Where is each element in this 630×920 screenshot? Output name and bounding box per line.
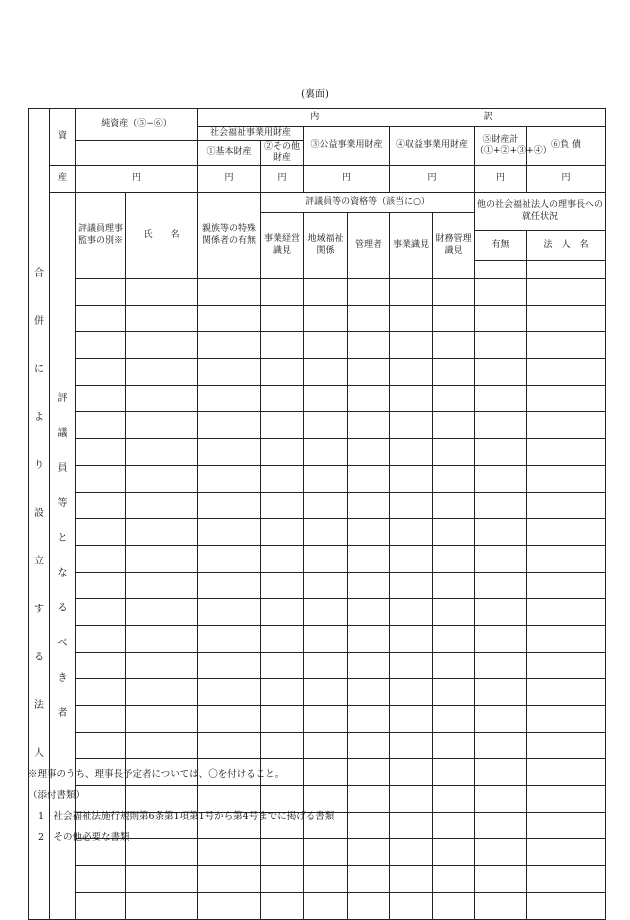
relative-cell[interactable] <box>198 572 261 599</box>
q-community-welfare-cell[interactable] <box>304 492 348 519</box>
q-financial-mgmt-cell[interactable] <box>433 385 475 412</box>
role-cell[interactable] <box>76 545 126 572</box>
relative-cell[interactable] <box>198 706 261 733</box>
name-cell[interactable] <box>126 599 198 626</box>
q-business-knowledge-cell[interactable] <box>390 519 433 546</box>
role-cell[interactable] <box>76 439 126 466</box>
other-corp-name-cell[interactable] <box>527 359 606 386</box>
relative-cell[interactable] <box>198 732 261 759</box>
other-corp-has-cell[interactable] <box>475 706 527 733</box>
member-row <box>29 706 606 733</box>
corp-label-char: に <box>34 363 44 375</box>
qual-business-knowledge: 事業識見 <box>390 213 433 279</box>
name-cell[interactable] <box>126 465 198 492</box>
relative-cell[interactable] <box>198 439 261 466</box>
q-community-welfare-cell[interactable] <box>304 279 348 306</box>
role-cell[interactable] <box>76 279 126 306</box>
q-administrator-cell[interactable] <box>348 519 390 546</box>
other-corp-has-cell[interactable] <box>475 359 527 386</box>
q-administrator-cell[interactable] <box>348 652 390 679</box>
q-business-knowledge-cell[interactable] <box>390 732 433 759</box>
other-assets-header: ②その他財産 <box>261 141 304 166</box>
social-welfare-assets-header: 社会福祉事業用財産 <box>198 127 304 141</box>
relative-cell[interactable] <box>198 679 261 706</box>
name-cell[interactable] <box>126 412 198 439</box>
other-corp-name-cell[interactable] <box>527 545 606 572</box>
q-financial-mgmt-cell[interactable] <box>433 892 475 919</box>
role-cell[interactable] <box>76 732 126 759</box>
q-financial-mgmt-cell[interactable] <box>433 732 475 759</box>
q-financial-mgmt-cell[interactable] <box>433 492 475 519</box>
councilor-label-char: き <box>57 672 68 684</box>
q-community-welfare-cell[interactable] <box>304 359 348 386</box>
other-assets-yen[interactable]: 円 <box>261 166 304 193</box>
other-corp-has-cell[interactable] <box>475 439 527 466</box>
q-financial-mgmt-cell[interactable] <box>433 519 475 546</box>
q-business-knowledge-cell[interactable] <box>390 759 433 786</box>
qual-administrator: 管理者 <box>348 213 390 279</box>
q-business-mgmt-cell[interactable] <box>261 439 304 466</box>
q-financial-mgmt-cell[interactable] <box>433 545 475 572</box>
q-business-mgmt-cell[interactable] <box>261 892 304 919</box>
other-corp-name-cell[interactable] <box>527 572 606 599</box>
other-corp-has-cell[interactable] <box>475 839 527 866</box>
q-community-welfare-cell[interactable] <box>304 866 348 893</box>
relative-cell[interactable] <box>198 599 261 626</box>
q-community-welfare-cell[interactable] <box>304 545 348 572</box>
corp-label-char: 立 <box>34 555 44 567</box>
q-business-mgmt-cell[interactable] <box>261 465 304 492</box>
other-corp-name-cell[interactable] <box>527 492 606 519</box>
name-cell[interactable] <box>126 359 198 386</box>
q-business-mgmt-cell[interactable] <box>261 679 304 706</box>
q-business-mgmt-cell[interactable] <box>261 519 304 546</box>
total-assets-header: ⑤財産計（①+②+③+④） <box>475 127 527 166</box>
q-business-mgmt-cell[interactable] <box>261 572 304 599</box>
name-cell[interactable] <box>126 492 198 519</box>
qual-financial-mgmt: 財務管理識見 <box>433 213 475 279</box>
public-interest-assets-yen[interactable]: 円 <box>304 166 390 193</box>
note-chairman: ※理事のうち、理事長予定者については、〇を付けること。 <box>28 769 285 780</box>
profit-assets-header: ④収益事業用財産 <box>390 127 475 166</box>
member-row <box>29 492 606 519</box>
q-financial-mgmt-cell[interactable] <box>433 625 475 652</box>
member-row <box>29 519 606 546</box>
other-corp-has-cell[interactable] <box>475 279 527 306</box>
q-administrator-cell[interactable] <box>348 892 390 919</box>
other-corp-name-cell[interactable] <box>527 332 606 359</box>
name-cell[interactable] <box>126 572 198 599</box>
name-cell[interactable] <box>126 439 198 466</box>
name-cell[interactable] <box>126 332 198 359</box>
q-business-knowledge-cell[interactable] <box>390 332 433 359</box>
other-corp-name-cell[interactable] <box>527 279 606 306</box>
corp-label-char: す <box>34 603 44 615</box>
q-financial-mgmt-cell[interactable] <box>433 412 475 439</box>
q-business-knowledge-cell[interactable] <box>390 839 433 866</box>
other-corp-name-header: 法 人 名 <box>527 231 606 261</box>
member-row <box>29 732 606 759</box>
councilor-label-char: な <box>57 567 68 579</box>
attachment-item-1: 1 社会福祉法施行規則第6条第1項第1号から第4号までに掲げる書類 <box>38 811 335 822</box>
q-community-welfare-cell[interactable] <box>304 305 348 332</box>
q-administrator-cell[interactable] <box>348 412 390 439</box>
relative-cell[interactable] <box>198 465 261 492</box>
q-business-knowledge-cell[interactable] <box>390 279 433 306</box>
name-cell[interactable] <box>126 305 198 332</box>
liabilities-yen[interactable]: 円 <box>527 166 606 193</box>
q-business-mgmt-cell[interactable] <box>261 332 304 359</box>
q-community-welfare-cell[interactable] <box>304 519 348 546</box>
corp-label-char: 併 <box>34 315 44 327</box>
q-business-knowledge-cell[interactable] <box>390 706 433 733</box>
breakdown-header: 内 訳 <box>198 109 606 127</box>
relative-cell[interactable] <box>198 652 261 679</box>
q-community-welfare-cell[interactable] <box>304 732 348 759</box>
q-community-welfare-cell[interactable] <box>304 706 348 733</box>
q-business-mgmt-cell[interactable] <box>261 652 304 679</box>
q-business-knowledge-cell[interactable] <box>390 545 433 572</box>
net-assets-header: 純資産（⑤−⑥） <box>76 109 198 141</box>
member-row <box>29 305 606 332</box>
q-financial-mgmt-cell[interactable] <box>433 839 475 866</box>
other-corp-has-cell[interactable] <box>475 519 527 546</box>
name-cell[interactable] <box>126 732 198 759</box>
q-administrator-cell[interactable] <box>348 359 390 386</box>
q-business-mgmt-cell[interactable] <box>261 492 304 519</box>
other-corp-has-cell[interactable] <box>475 599 527 626</box>
name-cell[interactable] <box>126 866 198 893</box>
q-administrator-cell[interactable] <box>348 679 390 706</box>
member-row <box>29 412 606 439</box>
q-community-welfare-cell[interactable] <box>304 679 348 706</box>
member-row <box>29 279 606 306</box>
liabilities-header: ⑥負 債 <box>527 127 606 166</box>
role-cell[interactable] <box>76 572 126 599</box>
basic-assets-header: ①基本財産 <box>198 141 261 166</box>
q-business-mgmt-cell[interactable] <box>261 625 304 652</box>
q-business-knowledge-cell[interactable] <box>390 412 433 439</box>
other-corp-has-cell[interactable] <box>475 679 527 706</box>
other-corp-has-cell[interactable] <box>475 465 527 492</box>
other-corp-has-cell[interactable] <box>475 332 527 359</box>
q-business-mgmt-cell[interactable] <box>261 359 304 386</box>
name-header: 氏 名 <box>126 193 198 279</box>
attachment-item-2: 2 その他必要な書類 <box>38 832 130 843</box>
other-corp-name-cell[interactable] <box>527 439 606 466</box>
q-administrator-cell[interactable] <box>348 866 390 893</box>
member-row <box>29 572 606 599</box>
other-corp-name-cell[interactable] <box>527 412 606 439</box>
role-header: 評議員理事監事の別※ <box>76 193 126 279</box>
other-corp-name-cell[interactable] <box>527 385 606 412</box>
q-financial-mgmt-cell[interactable] <box>433 572 475 599</box>
other-corp-name-cell[interactable] <box>527 625 606 652</box>
corp-label-char: 設 <box>34 507 44 519</box>
other-corp-name-cell[interactable] <box>527 652 606 679</box>
qual-business-mgmt: 事業経営識見 <box>261 213 304 279</box>
other-corp-has-cell[interactable] <box>475 812 527 839</box>
role-cell[interactable] <box>76 412 126 439</box>
other-corp-has-cell[interactable] <box>475 786 527 813</box>
role-cell[interactable] <box>76 652 126 679</box>
q-business-mgmt-cell[interactable] <box>261 706 304 733</box>
q-business-knowledge-cell[interactable] <box>390 385 433 412</box>
q-financial-mgmt-cell[interactable] <box>433 706 475 733</box>
other-corp-has-cell[interactable] <box>475 652 527 679</box>
q-community-welfare-cell[interactable] <box>304 439 348 466</box>
q-business-mgmt-cell[interactable] <box>261 412 304 439</box>
other-corp-has-cell[interactable] <box>475 732 527 759</box>
qualification-header: 評議員等の資格等（該当に○） <box>261 193 475 213</box>
q-business-mgmt-cell[interactable] <box>261 732 304 759</box>
member-row <box>29 652 606 679</box>
q-administrator-cell[interactable] <box>348 385 390 412</box>
q-financial-mgmt-cell[interactable] <box>433 679 475 706</box>
public-interest-assets-header: ③公益事業用財産 <box>304 127 390 166</box>
q-business-knowledge-cell[interactable] <box>390 305 433 332</box>
other-corp-has-cell[interactable] <box>475 492 527 519</box>
other-corp-name-cell[interactable] <box>527 786 606 813</box>
total-assets-yen[interactable]: 円 <box>475 166 527 193</box>
role-cell[interactable] <box>76 465 126 492</box>
q-administrator-cell[interactable] <box>348 812 390 839</box>
q-community-welfare-cell[interactable] <box>304 599 348 626</box>
other-corp-name-cell[interactable] <box>527 759 606 786</box>
q-financial-mgmt-cell[interactable] <box>433 866 475 893</box>
q-community-welfare-cell[interactable] <box>304 572 348 599</box>
other-corp-name-cell[interactable] <box>527 679 606 706</box>
q-community-welfare-cell[interactable] <box>304 465 348 492</box>
net-assets-sub <box>76 141 198 166</box>
role-cell[interactable] <box>76 625 126 652</box>
member-row <box>29 359 606 386</box>
q-business-knowledge-cell[interactable] <box>390 465 433 492</box>
q-business-knowledge-cell[interactable] <box>390 439 433 466</box>
role-cell[interactable] <box>76 305 126 332</box>
role-cell[interactable] <box>76 866 126 893</box>
name-cell[interactable] <box>126 652 198 679</box>
q-administrator-cell[interactable] <box>348 572 390 599</box>
q-community-welfare-cell[interactable] <box>304 385 348 412</box>
other-corp-has-cell[interactable] <box>475 305 527 332</box>
other-corp-name-cell[interactable] <box>527 305 606 332</box>
q-community-welfare-cell[interactable] <box>304 892 348 919</box>
other-corp-name-cell[interactable] <box>527 812 606 839</box>
member-row <box>29 385 606 412</box>
q-financial-mgmt-cell[interactable] <box>433 332 475 359</box>
q-financial-mgmt-cell[interactable] <box>433 652 475 679</box>
name-cell[interactable] <box>126 519 198 546</box>
councilor-label-char: 評 <box>57 392 68 404</box>
page-label: (裏面) <box>301 89 329 100</box>
relative-cell[interactable] <box>198 866 261 893</box>
relative-cell[interactable] <box>198 412 261 439</box>
role-cell[interactable] <box>76 706 126 733</box>
other-corp-has-cell[interactable] <box>475 412 527 439</box>
other-corp-has-cell[interactable] <box>475 625 527 652</box>
q-administrator-cell[interactable] <box>348 439 390 466</box>
member-row <box>29 599 606 626</box>
relative-cell[interactable] <box>198 892 261 919</box>
q-administrator-cell[interactable] <box>348 465 390 492</box>
name-cell[interactable] <box>126 679 198 706</box>
corp-label-char: り <box>34 459 44 471</box>
basic-assets-yen[interactable]: 円 <box>198 166 261 193</box>
q-business-knowledge-cell[interactable] <box>390 866 433 893</box>
councilor-label-char: 員 <box>57 462 68 474</box>
other-corp-name-cell[interactable] <box>527 706 606 733</box>
name-cell[interactable] <box>126 545 198 572</box>
relative-cell[interactable] <box>198 279 261 306</box>
other-corp-has-cell[interactable] <box>475 759 527 786</box>
q-business-knowledge-cell[interactable] <box>390 892 433 919</box>
q-financial-mgmt-cell[interactable] <box>433 812 475 839</box>
corp-label-char: 法 <box>34 699 44 711</box>
other-corp-has-cell[interactable] <box>475 866 527 893</box>
other-corp-name-cell[interactable] <box>527 465 606 492</box>
other-corp-name-cell[interactable] <box>527 599 606 626</box>
q-business-knowledge-cell[interactable] <box>390 679 433 706</box>
q-administrator-cell[interactable] <box>348 305 390 332</box>
q-business-mgmt-cell[interactable] <box>261 866 304 893</box>
name-cell[interactable] <box>126 892 198 919</box>
councilor-label-char: と <box>57 532 68 544</box>
q-administrator-cell[interactable] <box>348 625 390 652</box>
councilor-label-char: 議 <box>57 427 68 439</box>
relative-cell[interactable] <box>198 359 261 386</box>
q-administrator-cell[interactable] <box>348 279 390 306</box>
attachments-title: （添付書類） <box>28 790 86 801</box>
q-business-mgmt-cell[interactable] <box>261 305 304 332</box>
q-business-knowledge-cell[interactable] <box>390 359 433 386</box>
role-cell[interactable] <box>76 892 126 919</box>
notes <box>28 764 334 848</box>
other-corp-has-header: 有無 <box>475 231 527 261</box>
q-financial-mgmt-cell[interactable] <box>433 359 475 386</box>
relative-cell[interactable] <box>198 625 261 652</box>
relative-cell[interactable] <box>198 492 261 519</box>
q-business-mgmt-cell[interactable] <box>261 279 304 306</box>
q-business-knowledge-cell[interactable] <box>390 599 433 626</box>
assets-label-san: 産 <box>50 166 76 193</box>
q-administrator-cell[interactable] <box>348 786 390 813</box>
q-administrator-cell[interactable] <box>348 332 390 359</box>
relative-cell[interactable] <box>198 305 261 332</box>
q-business-mgmt-cell[interactable] <box>261 385 304 412</box>
q-financial-mgmt-cell[interactable] <box>433 305 475 332</box>
q-administrator-cell[interactable] <box>348 706 390 733</box>
q-financial-mgmt-cell[interactable] <box>433 599 475 626</box>
other-corp-name-cell[interactable] <box>527 892 606 919</box>
role-cell[interactable] <box>76 385 126 412</box>
q-financial-mgmt-cell[interactable] <box>433 279 475 306</box>
councilor-label-char: 者 <box>57 707 68 719</box>
q-administrator-cell[interactable] <box>348 599 390 626</box>
q-business-knowledge-cell[interactable] <box>390 786 433 813</box>
q-community-welfare-cell[interactable] <box>304 332 348 359</box>
corp-label-char: 人 <box>34 747 44 759</box>
q-community-welfare-cell[interactable] <box>304 625 348 652</box>
q-business-knowledge-cell[interactable] <box>390 625 433 652</box>
relative-cell[interactable] <box>198 332 261 359</box>
member-row <box>29 439 606 466</box>
role-cell[interactable] <box>76 359 126 386</box>
q-administrator-cell[interactable] <box>348 492 390 519</box>
q-administrator-cell[interactable] <box>348 732 390 759</box>
corp-label-char: る <box>34 651 44 663</box>
other-corp-name-cell[interactable] <box>527 519 606 546</box>
relative-cell[interactable] <box>198 385 261 412</box>
member-row <box>29 625 606 652</box>
name-cell[interactable] <box>126 706 198 733</box>
q-business-knowledge-cell[interactable] <box>390 652 433 679</box>
q-administrator-cell[interactable] <box>348 759 390 786</box>
role-cell[interactable] <box>76 599 126 626</box>
q-administrator-cell[interactable] <box>348 839 390 866</box>
relative-cell[interactable] <box>198 545 261 572</box>
name-cell[interactable] <box>126 625 198 652</box>
member-row <box>29 866 606 893</box>
role-cell[interactable] <box>76 519 126 546</box>
member-row <box>29 465 606 492</box>
councilor-label-char: る <box>57 602 68 614</box>
q-financial-mgmt-cell[interactable] <box>433 759 475 786</box>
member-row <box>29 679 606 706</box>
q-business-mgmt-cell[interactable] <box>261 545 304 572</box>
q-business-knowledge-cell[interactable] <box>390 572 433 599</box>
corp-label-char: よ <box>34 411 44 423</box>
other-corp-has-cell[interactable] <box>475 572 527 599</box>
member-row <box>29 332 606 359</box>
relative-header: 親族等の特殊関係者の有無 <box>198 193 261 279</box>
other-corp-header: 他の社会福祉法人の理事長への就任状況 <box>475 193 606 231</box>
name-cell[interactable] <box>126 279 198 306</box>
other-corp-has-cell[interactable] <box>475 545 527 572</box>
q-financial-mgmt-cell[interactable] <box>433 786 475 813</box>
q-business-knowledge-cell[interactable] <box>390 812 433 839</box>
profit-assets-yen[interactable]: 円 <box>390 166 475 193</box>
role-cell[interactable] <box>76 492 126 519</box>
role-cell[interactable] <box>76 679 126 706</box>
q-business-knowledge-cell[interactable] <box>390 492 433 519</box>
q-community-welfare-cell[interactable] <box>304 412 348 439</box>
role-cell[interactable] <box>76 332 126 359</box>
other-corp-has-cell[interactable] <box>475 385 527 412</box>
relative-cell[interactable] <box>198 519 261 546</box>
corp-label-char: 合 <box>34 267 44 279</box>
q-business-mgmt-cell[interactable] <box>261 599 304 626</box>
councilor-label-char: べ <box>57 637 68 649</box>
other-corp-name-cell[interactable] <box>527 732 606 759</box>
net-assets-yen[interactable]: 円 <box>76 166 198 193</box>
qual-community-welfare: 地域福祉関係 <box>304 213 348 279</box>
name-cell[interactable] <box>126 385 198 412</box>
q-community-welfare-cell[interactable] <box>304 652 348 679</box>
other-corp-name-cell[interactable] <box>527 866 606 893</box>
q-financial-mgmt-cell[interactable] <box>433 465 475 492</box>
member-row <box>29 892 606 919</box>
q-financial-mgmt-cell[interactable] <box>433 439 475 466</box>
other-corp-name-cell[interactable] <box>527 839 606 866</box>
assets-label-shi: 資 <box>50 109 76 166</box>
q-administrator-cell[interactable] <box>348 545 390 572</box>
other-corp-has-cell[interactable] <box>475 892 527 919</box>
member-row <box>29 545 606 572</box>
councilor-label-char: 等 <box>57 497 68 509</box>
